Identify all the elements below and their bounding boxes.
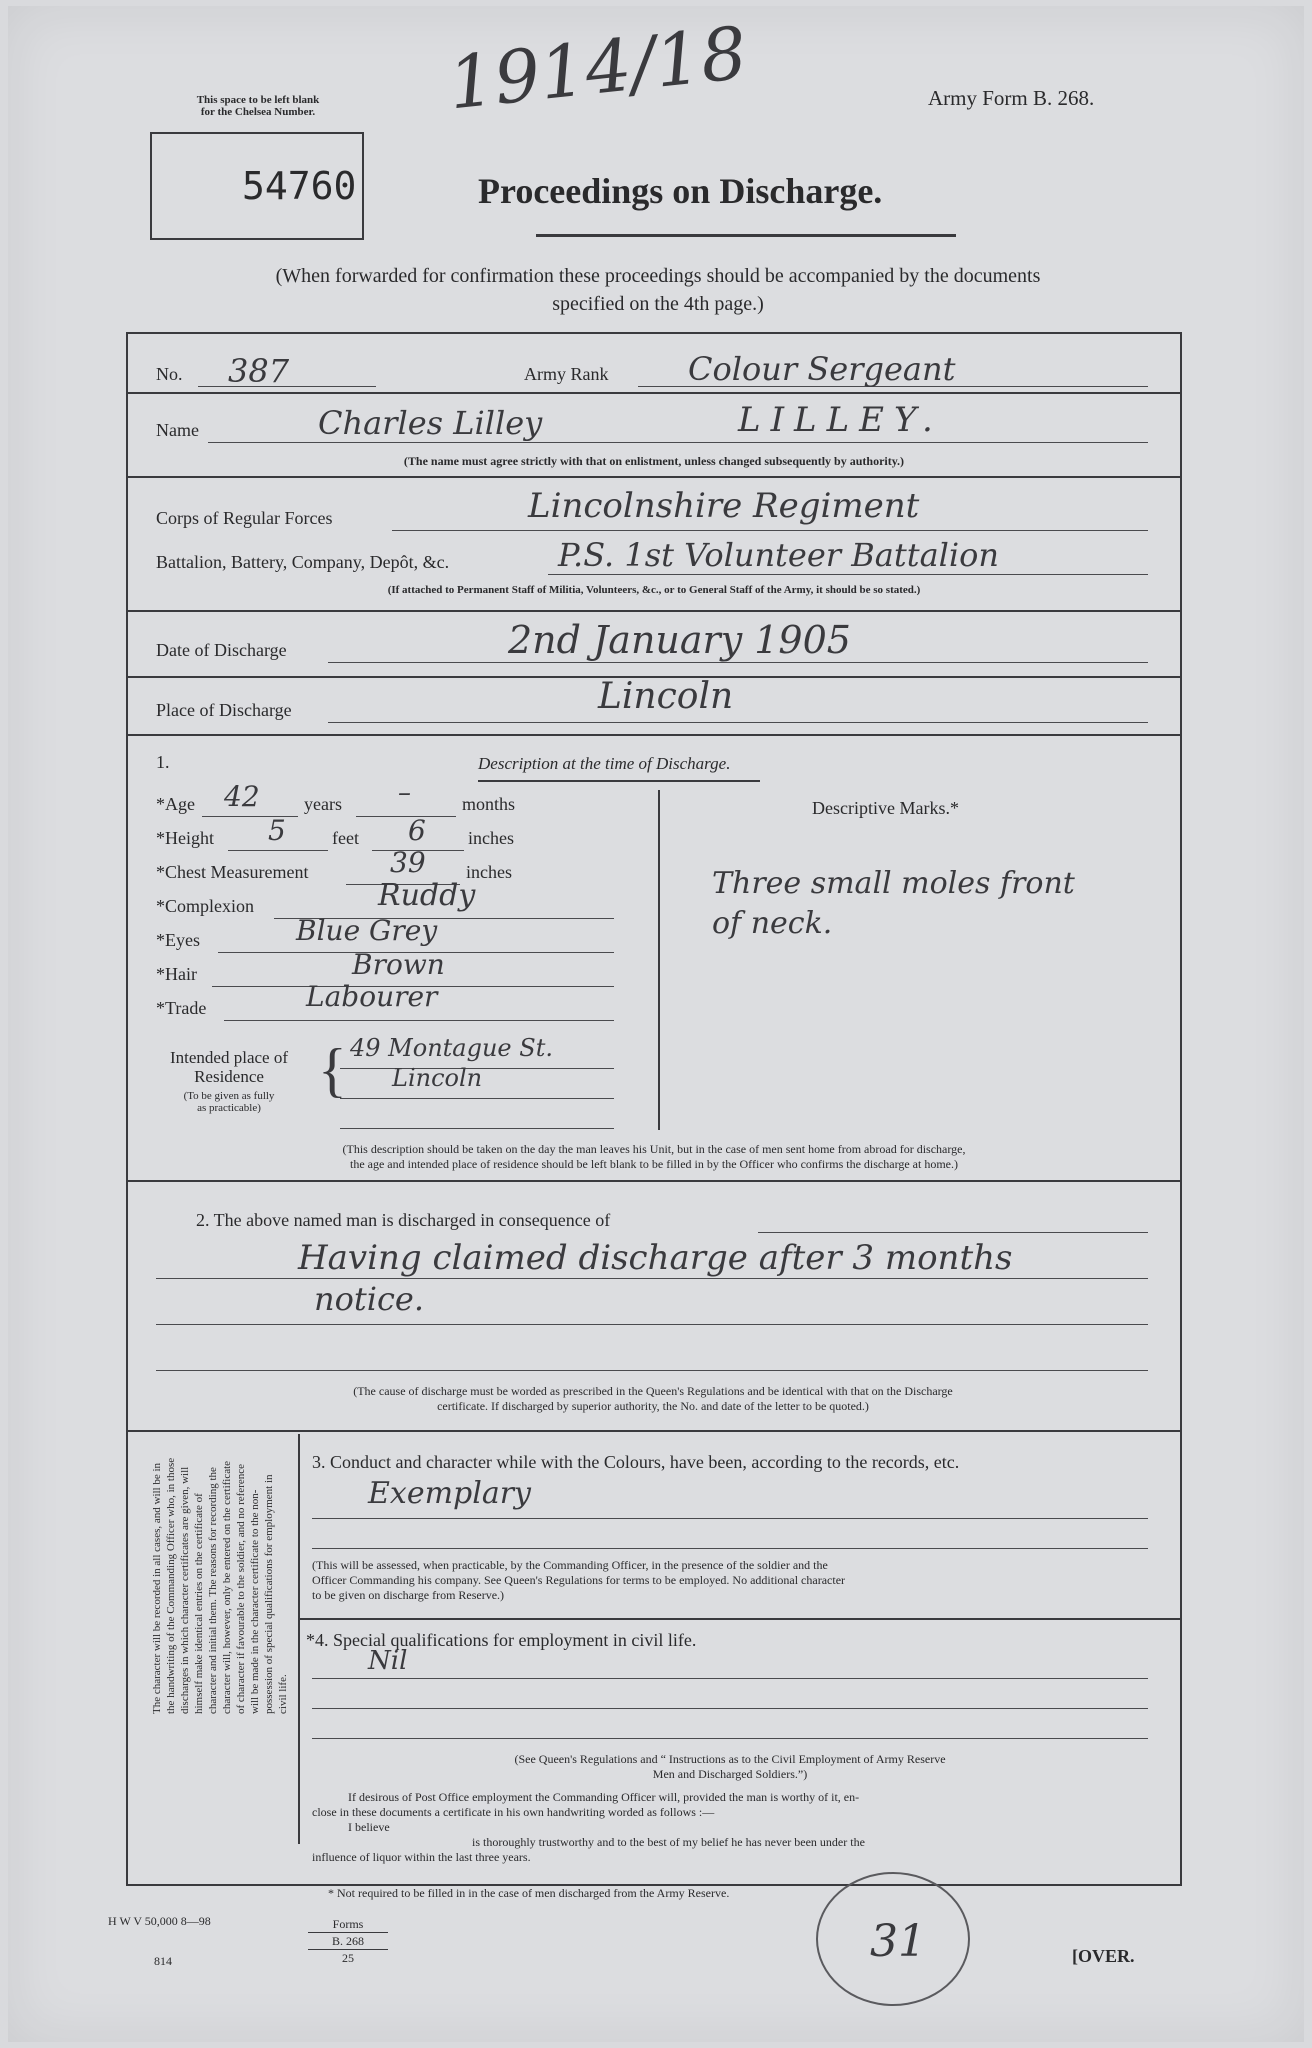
chelsea-note (158, 94, 358, 118)
cause-note-line2: certificate. If discharged by superior authority, the No. and date of the letter to be quoted.) (437, 1399, 869, 1413)
qualifications-line-3 (312, 1738, 1148, 1739)
over-marker: [OVER. (1072, 1946, 1135, 1966)
no-value: 387 (228, 352, 290, 390)
chelsea-number: 54760 (242, 164, 357, 208)
conduct-note-line1: (This will be assessed, when practicable, by the Commanding Officer, in the presence of the soldier and the (312, 1558, 828, 1572)
residence-line-3 (340, 1128, 614, 1129)
chest-unit: inches (466, 862, 512, 882)
description-heading: Description at the time of Discharge. (478, 754, 731, 773)
battalion-line (548, 574, 1148, 575)
surname-value: LILLEY. (738, 400, 943, 440)
conduct-note-line3: to be given on discharge from Reserve.) (312, 1588, 505, 1602)
name-value: Charles Lilley (318, 404, 543, 442)
residence-value-2: Lincoln (392, 1064, 483, 1092)
age-years: 42 (224, 780, 260, 813)
post-office-line4: is thoroughly trustworthy and to the best of my belief he has never been under the (472, 1835, 865, 1849)
subtitle-line1: (When forwarded for confirmation these proceedings should be accompanied by the documents (275, 265, 1041, 287)
divider (128, 1430, 1180, 1432)
qualifications-value: Nil (368, 1646, 408, 1676)
residence-label-line1: Intended place of (170, 1048, 288, 1067)
print-code: H W V 50,000 8—98 (108, 1914, 211, 1928)
conduct-side-note: The character will be recorded in all cases, and will be in the handwriting of the Commanding Officer who, in those discharges in which character certificates are given, will himself make identical entries on the certificate of character and initial them. The reasons for recording the character will, however, only be entered on the certificate of character if favourable to the soldier, and no reference will be made in the character certificate to the non-possession of special qualifications for employment in civil life. (151, 1457, 289, 1714)
age-label: *Age (156, 794, 195, 814)
section-1-number: 1. (156, 752, 170, 772)
chelsea-note-line2: for the Chelsea Number. (200, 106, 316, 118)
rank-label: Army Rank (524, 364, 609, 384)
height-label: *Height (156, 828, 214, 848)
residence-label-line2: Residence (194, 1067, 264, 1086)
corps-label: Corps of Regular Forces (156, 508, 333, 528)
cause-note (138, 1384, 1168, 1414)
residence-line-2 (340, 1098, 614, 1099)
feet-label: feet (332, 828, 359, 848)
post-office-note (312, 1790, 1158, 1865)
subtitle (118, 262, 1198, 318)
army-form-number: Army Form B. 268. (928, 86, 1095, 110)
qualifications-note-line2: Men and Discharged Soldiers.”) (652, 1767, 808, 1781)
battalion-label: Battalion, Battery, Company, Depôt, &c. (156, 552, 450, 572)
residence-label (144, 1048, 314, 1086)
divider (128, 1180, 1180, 1182)
description-divider (658, 790, 660, 1130)
forms-code: B. 268 (308, 1932, 388, 1950)
residence-note-line1: (To be given as fully (183, 1090, 275, 1102)
corps-note: (If attached to Permanent Staff of Militia, Volunteers, &c., or to General Staff of the Army, it should be so stated.) (387, 584, 921, 596)
feet-line (228, 850, 328, 851)
cause-value-2: notice. (314, 1280, 424, 1318)
asterisk-note: * Not required to be filled in in the case of men discharged from the Army Reserve. (328, 1886, 730, 1900)
rank-value: Colour Sergeant (688, 350, 956, 388)
post-office-line3: I believe (348, 1820, 390, 1834)
chest-label: *Chest Measurement (156, 862, 309, 882)
qualifications-note-line1: (See Queen's Regulations and “ Instructions as to the Civil Employment of Army Reserve (514, 1752, 946, 1766)
divider (128, 392, 1180, 394)
trade-value: Labourer (306, 980, 438, 1013)
handwritten-years: 1914/18 (444, 10, 751, 126)
residence-note (144, 1090, 314, 1114)
cause-line-0 (758, 1232, 1148, 1233)
marks-value-1: Three small moles front (712, 866, 1075, 901)
post-office-line5: influence of liquor within the last three years. (312, 1850, 531, 1864)
height-feet: 5 (268, 814, 286, 847)
document-page (8, 6, 1304, 2042)
cause-line-1 (156, 1278, 1148, 1279)
discharge-form (126, 332, 1182, 1886)
residence-value-1: 49 Montague St. (350, 1034, 553, 1062)
cause-label: 2. The above named man is discharged in consequence of (196, 1210, 611, 1230)
months-label: months (462, 794, 516, 814)
years-label: years (304, 794, 342, 814)
description-note-line1: (This description should be taken on the day the man leaves his Unit, but in the case of men sent home from abroad for discharge, (342, 1142, 966, 1156)
description-note-line2: the age and intended place of residence should be left blank to be filled in by the Officer who confirms the discharge at home.) (349, 1157, 958, 1171)
chelsea-note-line1: This space to be left blank (196, 94, 320, 106)
cause-line-3 (156, 1370, 1148, 1371)
conduct-line-2 (312, 1548, 1148, 1549)
trade-line (224, 1020, 614, 1021)
qualifications-line-2 (312, 1708, 1148, 1709)
marks-label: Descriptive Marks.* (812, 798, 959, 818)
complexion-label: *Complexion (156, 896, 254, 916)
marks-value-2: of neck. (712, 906, 833, 941)
page-title: Proceedings on Discharge. (478, 171, 883, 211)
date-line (328, 662, 1148, 663)
hair-value: Brown (352, 948, 445, 981)
print-number: 814 (154, 1954, 172, 1968)
trade-label: *Trade (156, 998, 207, 1018)
conduct-label: 3. Conduct and character while with the Colours, have been, according to the records, etc. (312, 1452, 960, 1472)
divider (128, 734, 1180, 736)
heading-underline (478, 780, 760, 782)
page-number: 31 (870, 1916, 926, 1967)
subtitle-line2: specified on the 4th page.) (552, 293, 764, 315)
forms-label: Forms (332, 1917, 364, 1931)
date-label: Date of Discharge (156, 640, 287, 660)
conduct-note (312, 1558, 1158, 1603)
conduct-note-line2: Officer Commanding his company. See Queen's Regulations for terms to be employed. No additional character (312, 1573, 846, 1587)
eyes-value: Blue Grey (296, 914, 438, 947)
hair-label: *Hair (156, 964, 197, 984)
qualifications-line-1 (312, 1678, 1148, 1679)
residence-note-line2: as practicable) (197, 1102, 261, 1114)
description-note (128, 1142, 1180, 1172)
forms-reference (308, 1916, 388, 1966)
corps-line (392, 530, 1148, 531)
side-divider (298, 1434, 300, 1844)
title-underline (536, 234, 956, 237)
name-line (208, 442, 1148, 443)
divider (128, 610, 1180, 612)
complexion-value: Ruddy (378, 878, 476, 913)
divider (300, 1618, 1180, 1620)
chelsea-number-box (150, 132, 364, 240)
place-value: Lincoln (598, 676, 734, 717)
corps-value: Lincolnshire Regiment (528, 486, 920, 526)
inches-label: inches (468, 828, 514, 848)
place-line (328, 722, 1148, 723)
forms-sub: 25 (342, 1951, 354, 1965)
post-office-line1: If desirous of Post Office employment the Commanding Officer will, provided the man is worthy of it, en- (348, 1790, 860, 1804)
divider (128, 476, 1180, 478)
residence-brace-icon: { (318, 1037, 347, 1103)
qualifications-note (312, 1752, 1148, 1782)
date-value: 2nd January 1905 (508, 618, 851, 662)
name-note: (The name must agree strictly with that on enlistment, unless changed subsequently by authority.) (403, 454, 905, 468)
place-label: Place of Discharge (156, 700, 292, 720)
conduct-value: Exemplary (368, 1476, 531, 1511)
cause-line-2 (156, 1324, 1148, 1325)
cause-note-line1: (The cause of discharge must be worded as prescribed in the Queen's Regulations and be identical with that on the Discharge (353, 1384, 953, 1398)
cause-value-1: Having claimed discharge after 3 months (298, 1238, 1013, 1278)
height-inches: 6 (408, 814, 426, 847)
post-office-line2: close in these documents a certificate in his own handwriting worded as follows :— (312, 1805, 715, 1819)
qualifications-label: *4. Special qualifications for employment in civil life. (306, 1630, 697, 1650)
no-label: No. (156, 364, 183, 384)
name-label: Name (156, 420, 199, 440)
conduct-line-1 (312, 1518, 1148, 1519)
chest-value: 39 (390, 846, 426, 879)
months-line (356, 816, 456, 817)
battalion-value: P.S. 1st Volunteer Battalion (558, 536, 999, 574)
age-months: – (398, 778, 411, 808)
eyes-label: *Eyes (156, 930, 200, 950)
